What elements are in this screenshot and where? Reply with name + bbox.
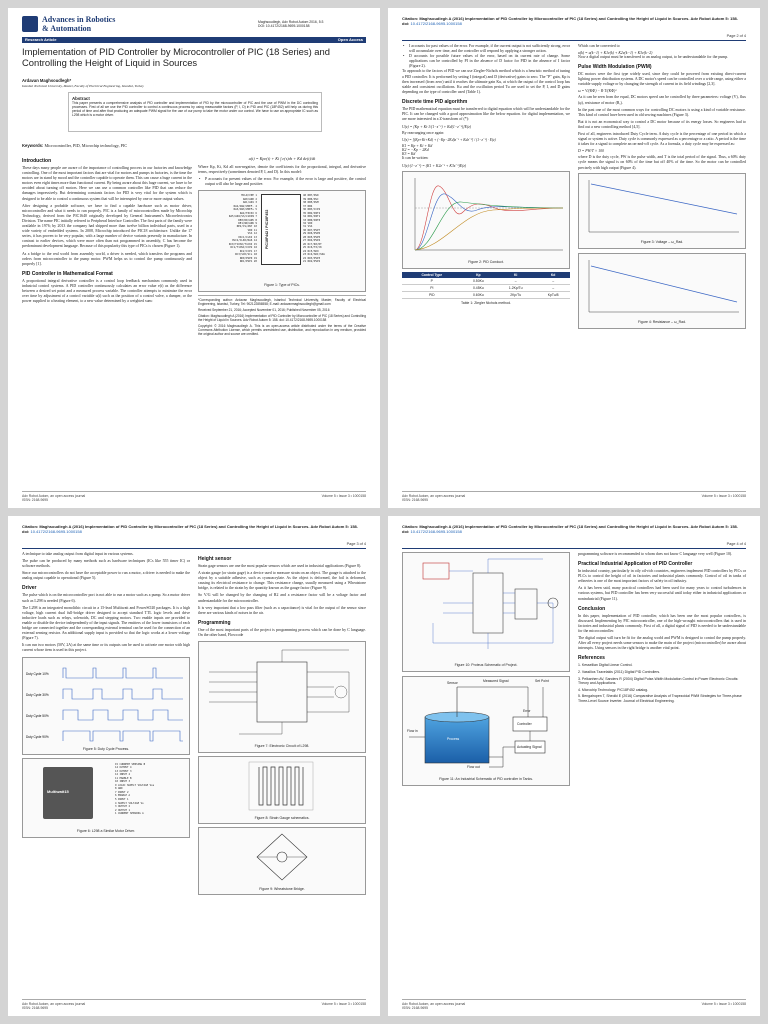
pid-para-1: A proportional integral derivative controller is a control loop feedback mechanism commonly used in industrial control systems. A PID controller continuously calculates an error value e(t) as the difference between a desired set point and a measured process variable. The controller attempts to minimize the error over time by adjustment of a control variable u(t) such as the position of a control valve, a damper, or the power supplied to a heating element, to a new value determined by a weighted sum: — [22, 278, 192, 304]
article-type-bar — [22, 37, 366, 43]
chip-pin-label: 24 RC5/SDO — [303, 249, 319, 253]
abstract-box — [68, 92, 322, 132]
figure-4-resistance-plot — [578, 253, 746, 329]
chip-pin-label: 36 RB3/CCP2 — [303, 208, 321, 212]
p3-rule — [22, 548, 366, 549]
chip-pin-label: 39 RB6/PGC — [303, 197, 319, 201]
page-4 — [388, 516, 760, 1016]
figure-6-caption: Figure 6: L298 a Similar Motor Driver. — [76, 828, 136, 833]
table-row — [402, 292, 570, 299]
intro-para-3: As a bridge to the real world from assembly world, a driver is needed, which transfers the programs and orders from microcontroller to the pump motor. PWM helps us to control the pump continuously and properly [1]. — [22, 251, 192, 266]
chip-pin-label: 40 RB7/PGD — [303, 194, 319, 198]
p4-rule — [402, 548, 746, 549]
abstract-text: This paper presents a comprehensive analysis of PID controller and implementation of PID by the microcontroller of PIC and the use of PWM in the DC controlling processes. First of all we use the PID controller to control a continuous process by using measurable factors (P, I, D) in PID and PIC (18F452) will help us during this period of time and after that producing an adequate PWM signal for the use of our pump to take the motor under our control. We have to use an appropriate IC such as L298 which is a motor driver. — [72, 101, 318, 118]
conclusion-heading: Conclusion — [578, 605, 606, 612]
resistance-plot — [579, 254, 745, 318]
chip-pin-label: RE0/RD/AN5 8 — [238, 218, 257, 222]
table-1-caption: Table 1: Ziegler Nichols method. — [461, 301, 511, 306]
duty-cycle-wave — [63, 668, 183, 678]
received-dates: Received September 21, 2016; Accepted November 01, 2016; Published November 05, 2016 — [198, 308, 330, 313]
figure-6-l298 — [22, 758, 190, 838]
chip-pin-label: 26 RC7/RX/DT — [303, 242, 322, 246]
figure-9-caption: Figure 9: Wheatstone Bridge. — [259, 887, 305, 892]
p3-right-column — [198, 552, 366, 895]
footer-volume: Volume 5 • Issue 3 • 1000158 — [701, 1002, 746, 1006]
chip-pin-label: RA0/AN0 2 — [242, 197, 257, 201]
chip-pin-label: RA5/AN4/SS/LVDIN 7 — [228, 215, 257, 219]
tank-error-label: Error — [523, 709, 531, 713]
p3-left-column — [22, 552, 190, 838]
driver-para-2: The L298 is an integrated monolithic circuit in a 15-lead Multiwatt and PowerSO20 packages. It is a high voltage, high current dual full-bridge driver designed to accept standard TTL logic levels and drive inductive loads such as relays, solenoids, DC and stepping motors. Two enable inputs are provided to enable or disable the device independently of the input signals. The emitters of the lower transistors of each bridge are connected together and the corresponding external terminal can be used for the connection of an external sensing resistor. An additional supply input is provided so that the logic works at a lower voltage (Figure 7). — [22, 605, 190, 641]
figure-11-tank — [402, 676, 570, 786]
duty-cycle-label: Duty Cycle 10% — [26, 671, 49, 676]
l298-pin-label: 3 OUTPUT 2 — [115, 805, 131, 809]
p1-right-column — [198, 154, 366, 338]
chip-pin-label: OSC2/CLKO/RA6 14 — [232, 239, 257, 243]
p3-para-2: The pulse can be produced by many methods such as hardware techniques (ICs like 555 timer IC) or software methods. — [22, 559, 190, 569]
open-access-label: Open Access — [337, 37, 363, 42]
hs-para-4: It is very important that a low pass filter (such as a capacitance) is vital for the output of the sensor since there are various kinds of noises in the air. — [198, 605, 366, 615]
table-cell: 2Kp/Tu — [495, 292, 536, 299]
tank-process-label: Process — [447, 737, 460, 741]
journal-name: Advances in Robotics & Automation — [42, 15, 116, 33]
eq-k2: K2 = −Kp − 2Kd — [402, 148, 429, 153]
author: Ardavan Maghsoudlegh* — [22, 78, 72, 83]
l298-pin-label: 13 OUTPUT 3 — [115, 769, 132, 773]
reference-item: 5. Bengalropen T, Sheolki E (2016) Comparative Analysis of Trapezoidal PWM Strategies for Three-phase Three-Level Source Inverter. Journal of Electrical Engineering. — [578, 694, 742, 703]
table-cell: 0.45Ku — [462, 285, 496, 292]
chip-pin-label: MCLR/VPP 1 — [241, 194, 257, 198]
pwm-para-5: First of all, engineers introduced Duty Cycle term. A duty cycle is the percentage of one period in which a signal or system is active. Duty cycle is commonly expressed as a percentage or a ratio. A period is the time it takes for a signal to complete an on-and-off cycle. As a formula, a duty cycle may be expressed as: — [578, 132, 746, 147]
chip-pin-label: RD1/PSP1 20 — [239, 259, 257, 263]
tank-setpoint-label: Set Point — [535, 679, 549, 683]
chip-pin-label: 32 VDD — [303, 222, 313, 225]
discrete-para: The PID mathematical equation must be transferred to digital equation which will be understandable for the PIC. It can be changed with a good approximation like the below equation. for digital implementation, we are more interested in a Z-transform of (*): — [402, 106, 570, 122]
chip-pin-label: RE1/WR/AN6 9 — [238, 222, 257, 225]
driver-para-3: It can run two motors (50V, 2A) at the same time or its outputs can be used to activate one motor with high current whose item is used in this project. — [22, 643, 190, 653]
chip-label: PIC18F442 / PIC18F452 — [265, 210, 269, 250]
duty-cycle-wave — [63, 731, 183, 741]
chip-pin-label: 33 RB0/INT0 — [303, 218, 321, 222]
tank-controller-label: Controller — [517, 722, 532, 726]
chip-pin-label: 38 RB5/PGM — [303, 201, 319, 205]
table-header: Ki — [495, 272, 536, 278]
eq-u2: U(z) = [(Kp+Ki+Kd) + (−Kp−2Kd)z⁻¹ + Kdz⁻²] / (1−z⁻¹) · E(z) — [402, 138, 496, 143]
p4-left-column — [402, 552, 570, 786]
chip-pin-label: 25 RC6/TX/CK — [303, 246, 322, 250]
table-cell: 1.2Kp/Tu — [495, 285, 536, 292]
p2-rule — [402, 40, 746, 41]
table-row — [402, 285, 570, 292]
table-cell: – — [495, 278, 536, 285]
pid-equation: u(t) = Kpe(t) + Ki ∫ e(τ)dτ + Kd de(t)/dt — [248, 156, 316, 161]
table-header: Kp — [462, 272, 496, 278]
programming-heading: Programming — [198, 619, 231, 626]
p4-right-column — [578, 552, 746, 705]
l298-pin-label: 10 INPUT 3 — [115, 780, 131, 784]
strain-gauge-drawing — [199, 757, 365, 815]
footer-volume: Volume 5 • Issue 3 • 1000158 — [701, 494, 746, 498]
table-header: Control Type — [402, 272, 462, 278]
table-cell: PI — [402, 285, 462, 292]
chip-pin-label: 34 RB1/INT1 — [303, 215, 321, 219]
p2-citation-header — [402, 16, 746, 26]
figure-7-l298-circuit — [198, 641, 366, 753]
p3-citation-text: Citation: Maghsoudlegh A (2016) Implementation of PID Controller by Microcontroller of PIC (18 Series) and Controlling the Height of Liquid in Sources. Adv Robot Autom 5: 158. doi: — [22, 524, 358, 534]
figure-4-caption: Figure 4: Resistance – ω_Rad. — [637, 319, 687, 324]
p2-citation-text: Citation: Maghsoudlegh A (2016) Implementation of PID Controller by Microcontroller of PIC (18 Series) and Controlling the Height of Liquid in Sources. Adv Robot Autom 5: 158. doi: — [402, 16, 738, 26]
l298-pin-label: 9 LOGIC SUPPLY VOLTAGE Vss — [115, 783, 155, 787]
convert-text: Which can be converted to — [578, 44, 620, 48]
footer-journal: Adv Robot Autom, an open access journal ISSN: 2168-9695 — [22, 494, 86, 502]
chip-pin-label: RC1/T1OSI/CCP2 16 — [230, 246, 257, 250]
figure-10-proteus — [402, 552, 570, 672]
practical-para-1: In industrial country, particularly in oily oil-rich countries, engineers implement PID controllers by PICs or PLCs to control the height of oil in factories and industrial plants commonly. Control of oil in tanks of refineries is one of the most important factors of safety in oil industry. — [578, 569, 746, 584]
driver-para-1: The pulse which is on the microcontroller port is not able to run a motor such as a pump. So a motor driver such as L298 is needed (Figure 6). — [22, 593, 190, 603]
figure-3-caption: Figure 3: Voltage – ω_Rad. — [640, 239, 684, 244]
p4-footer — [402, 999, 746, 1010]
convert-text-2: Now a digital output must be transferred to an analog output, to be understandable for the pump. — [578, 55, 729, 60]
p4-page-number: Page 4 of 4 — [726, 542, 746, 546]
figure-10-caption: Figure 10: Proteus Schematic of Project. — [454, 663, 518, 667]
intro-para-2: After designing a probable software, we have to find a capable hardware such as motor driver, microcontroller and what it needs to run properly. PIC is a family of microcontrollers made by Microchip Technology, derived from the PIC1640 originally developed by General Instrument's Microelectronics Division. The name PIC initially referred to Peripheral Interface Controller. The first parts of the family were available in 1976; by 2013 the company had shipped more than twelve billion individual parts, used in a wide variety of embedded systems. In 2008, Microchip introduced the PIC18 architecture. Unlike the 17 series, it has proven to be very popular, with a large number of device variants presently in manufacture. In contrast to earlier devices, which were more often than not programmed in assembly, C has become the predominant development language. Because of this popularity this type of PICs is chosen (Figure 1). — [22, 203, 192, 249]
footer-volume: Volume 5 • Issue 3 • 1000158 — [321, 494, 366, 498]
keywords — [22, 143, 127, 148]
chip-pin-label: RA4/T0CKI 6 — [239, 211, 257, 215]
chip-pin-label: RC2/CCP1 17 — [239, 249, 257, 253]
written-text: It can be written: — [402, 156, 429, 161]
pwm-para-6: where D is the duty cycle, PW is the pulse width, and T is the total period of the signal. Thus, a 60% duty cycle means the signal is on 60% of the time but off 40% of the time. So the motor can be controlled precisely with high output (Figure 4). — [578, 155, 746, 170]
convert-equation: u(k) = u(k−1) + K1e(k) + K2e(k−1) + K3e(k−2) — [578, 51, 653, 56]
l298-pin-label: 12 INPUT 4 — [115, 773, 131, 777]
l298-pin-label: 7 INPUT 2 — [115, 790, 129, 794]
l298-pin-label: 5 INPUT 1 — [115, 797, 129, 801]
p4-doi-link[interactable]: 10.4172/2168-9695.1000158 — [410, 529, 462, 534]
article-title: Implementation of PID Controller by Microcontroller of PIC (18 Series) and Controlling the Height of Liquid in Sources — [22, 46, 330, 68]
bullet-d: • D accounts for possible future values of the error, based on its current rate of change. Some applications can be controlled by PI in the absence of D factor for PID in the absence of I factor (Figure 2). — [402, 54, 570, 69]
conclusion-para-1: In this paper, implementation of PID controller, which has been one the most popular controllers, is discussed. Implementing by PIC microcontroller, one of the high-wrought microcontrollers that is used in factories and industrial plants commonly. First of all, a digital signal of PID is needed to be understandable for the microcontroller. — [578, 613, 746, 633]
figure-1-pic-pinout — [198, 190, 366, 292]
eq-k1: K1 = Kp + Ki + Kd — [402, 144, 433, 149]
duty-cycle-wave — [63, 710, 183, 720]
bullet-i: • I accounts for past values of the error. For example, if the current output is not sufficiently strong, error will accumulate over time, and the controller will respond by applying a stronger action. — [402, 44, 570, 54]
l298-circuit-diagram — [199, 642, 365, 742]
table-cell: P — [402, 278, 462, 285]
p2-page-number: Page 2 of 4 — [726, 34, 746, 38]
figure-2-pid-plot — [402, 171, 570, 269]
duty-cycle-label: Duty Cycle 90% — [26, 734, 49, 739]
table-cell: – — [536, 278, 570, 285]
figure-3-voltage-plot — [578, 173, 746, 249]
zn-table — [402, 272, 570, 299]
p3-para-3: Since our microcontrollers do not have the acceptable power to run a motor, a driver is needed to make the analog output capable to operational (Figure 5). — [22, 571, 190, 581]
intro-para-1: These days many people are aware of the importance of controlling process in our factories and knowledge controlling. One of the most important factors that are vital for motors and pumps in factories, is the time the motors are in stand by mood and the controller capable to operate them. This can cause a huge current in the motors even eight times more than functional current. By being aware about this huge current, we have to be avoided about turning off motors. Here we can use a common controller like PID that can reduce the damages impressively. But determining constants factors for PID is very vital for the system which is designed to be able to control a continuous system that will be interrupted by one or more output values. — [22, 166, 192, 201]
figure-11-caption: Figure 11: An Industrial Schematic of PID controller in Tanks. — [439, 777, 533, 781]
p4-citation-header — [402, 524, 746, 534]
l298-pin-label: 4 SUPPLY VOLTAGE Vs — [115, 801, 144, 805]
duty-cycle-label: Duty Cycle 30% — [26, 692, 49, 697]
footer-volume: Volume 5 • Issue 3 • 1000158 — [321, 1002, 366, 1006]
hs-para-2: A strain gauge (or strain gage) is a device used to measure strain on an object. The gauge is attached to the object by a suitable adhesive, such as cyanoacrylate. As the object is deformed, the foil is deformed, causing its electrical resistance to change. This resistance change, usually measured using a Wheatstone bridge, is related to the strain by the quantity known as the gauge factor (Figure 9). — [198, 571, 366, 591]
table-cell: KpTu/8 — [536, 292, 570, 299]
wheatstone-bridge-drawing — [199, 828, 365, 886]
figure-5-caption: Figure 5: Duty Cycle Process. — [82, 746, 130, 751]
chip-pin-label: 28 RD5/PSP5 — [303, 235, 321, 239]
reference-item: 2. Vassilios Tzavelakis (2011) Digital PID Controllers. — [578, 669, 661, 674]
driver-heading: Driver — [22, 585, 37, 592]
practical-heading: Practical Industrial Application of PID Controller — [578, 561, 693, 568]
footer-journal: Adv Robot Autom, an open access journal ISSN: 2168-9695 — [22, 1002, 86, 1010]
p3-citation-header — [22, 524, 366, 534]
p1-left-column — [22, 154, 192, 306]
citation-note: Citation: Maghsoudlegh A (2016) Implementation of PID Controller by Microcontroller of PIC (18 Series) and Controlling the Height of Liquid in Sources. Adv Robot Autom 5: 158. doi: 10.4172/2168-9695.1000158 — [198, 314, 366, 323]
chip-pin-label: RA1/AN1 3 — [242, 201, 257, 205]
p2-doi-link[interactable]: 10.4172/2168-9695.1000158 — [410, 21, 462, 26]
pwm-equation: ω = V/(KΦ) − R·T/(KΦ)² — [578, 89, 617, 94]
p4-para-1: programming software is recommended to whom does not know C language very well (Figure 10). — [578, 552, 733, 556]
l298-pin-list — [115, 763, 187, 816]
chip-pin-label: RE2/CS/AN7 10 — [236, 225, 257, 229]
l298-pin-label: 1 CURRENT SENSING A — [115, 812, 144, 816]
chip-pins-right — [303, 194, 361, 263]
chip-pin-label: 22 RD3/PSP3 — [303, 256, 321, 260]
page-2 — [388, 8, 760, 508]
figure-2-caption: Figure 2: PID Conduct. — [468, 260, 504, 265]
chip-pin-label: 23 RC4/SDI/SDA — [303, 253, 325, 257]
l298-pin-label: 11 ENABLE B — [115, 776, 132, 780]
chip-pin-label: 31 VSS — [303, 225, 313, 229]
tank-sensor-label: Sensor — [447, 681, 458, 685]
chip-pin-label: 29 RD6/PSP6 — [303, 232, 321, 236]
where-para: Where Kp, Ki, Kd all non-negative, denote the coefficients for the proportional, integral, and derivative terms, respectively (sometimes denoted P, I, and D). In this model: — [198, 165, 366, 175]
introduction-heading: Introduction — [22, 158, 52, 164]
height-sensor-heading: Height sensor — [198, 556, 232, 562]
pwm-para-3: In the past one of the most common ways for controlling DC motors is using a kind of variable resistance. This kind of control have been used in old sewing machines (Figure 3). — [578, 107, 746, 117]
p3-page-number: Page 3 of 4 — [346, 542, 366, 546]
tank-actuating-label: Actuating Signal — [517, 745, 542, 749]
pwm-para-4: But it is not an economical way to control a DC motor because of its energy losses. So engineers had to find out a new controlling method [4,5]. — [578, 119, 746, 129]
chip-pin-label: VDD 11 — [247, 228, 257, 232]
chip-pin-label: 37 RB4 — [303, 204, 313, 208]
pwm-heading: Pulse Width Modulation (PWM) — [578, 64, 652, 71]
table-cell: – — [536, 285, 570, 292]
l298-label: Multiwatt15 — [47, 788, 69, 794]
p1-footer — [22, 491, 366, 502]
duty-cycle-wave — [63, 689, 183, 699]
hs-para-1: Strain gage sensors are one the most popular sensors which are used in industrial applications (Figure 8). — [198, 564, 362, 568]
tank-flow-in-label: Flow in — [407, 729, 418, 733]
eq-u3: U(z)·(1−z⁻¹) = (K1 + K2z⁻¹ + K3z⁻²)E(z) — [402, 164, 467, 169]
zn-para: To approach to the factors of PID we can use Ziegler-Nichols method which is a heuristic method of tuning a PID controller. It is performed by setting I (integral) and D (derivative) gains to zero. The "P" gain, Kp is then increased (from zero) until it reaches the ultimate gain Ku, at which the output of the control loop has stable and consistent oscillations. Ku and the oscillation period Tu are used to set the P, I, and D gains depending on the type of controller used (Table 1). — [402, 69, 570, 94]
corresponding-author: *Corresponding author: Ardavan Maghsoudlegh, Istanbul Technical University, Master, Faculty of Electrical Engineering, Istanbul, Turkey, Tel: 902122856558; E-mail: ardavanmaghsoudlegh@gmail.com — [198, 298, 366, 307]
table-cell: 0.50Ku — [462, 278, 496, 285]
pwm-para-2: As it can be seen from the equal, DC motors speed can be controlled by three parameters: voltage (V), flux (φ), resistance of motor (Rₐ). — [578, 95, 746, 105]
figure-9-wheatstone — [198, 827, 366, 895]
voltage-plot — [579, 174, 745, 238]
duty-cycle-waves — [23, 658, 189, 746]
p2-right-column — [578, 44, 746, 329]
copyright-note: Copyright: © 2016 Maghsoudlegh A. This is an open-access article distributed under the terms of the Creative Commons Attribution License, which permits unrestricted use, distribution, and reproduction in any medium, provided the original author and source are credited. — [198, 324, 366, 337]
eq-k3: K3 = Kd — [402, 152, 416, 157]
references-heading: References — [578, 655, 605, 662]
pid-response-plot — [403, 172, 569, 258]
abstract-title: Abstract — [72, 96, 90, 101]
figure-8-caption: Figure 8: Strain Gauge schematics. — [254, 816, 310, 821]
chip-pin-label: RD0/PSP0 19 — [239, 256, 257, 260]
l298-pin-label: 8 GND — [115, 787, 123, 791]
p3-footer — [22, 999, 366, 1010]
duty-cycle-label: Duty Cycle 50% — [26, 713, 49, 718]
p3-doi-link[interactable]: 10.4172/2168-9695.1000158 — [30, 529, 82, 534]
header-meta: Maghsoudlegh, Adv Robot Autom 2016, 5:3 DOI: 10.4172/2168-9695.1000158 — [258, 20, 324, 29]
figure-7-caption: Figure 7: Electronic Circuit of L298. — [254, 744, 310, 749]
table-cell: 0.60Ku — [462, 292, 496, 299]
eq-u: U(z) = [Kp + Ki·1/(1−z⁻¹) + Kd(1−z⁻¹)]E(z) — [402, 125, 471, 130]
p3-para-1: A technique to take analog output from digital input in various systems. — [22, 552, 134, 556]
l298-pin-label: 14 OUTPUT 4 — [115, 766, 132, 770]
tank-flow-out-label: Flow out — [467, 765, 480, 769]
chip-pins-left — [201, 194, 257, 263]
chip-pin-label: VSS 12 — [247, 232, 257, 236]
chip-pin-label: RC3/SCK/SCL 18 — [235, 253, 257, 257]
journal-logo — [22, 16, 38, 32]
hs-para-3: So V/G will be changed by the changing of R2 and a resistance factor will be a voltage factor and understandable for the microcontroller. — [198, 593, 366, 603]
keywords-text: Microcontroller, PID, Microchip technology, PIC — [44, 143, 128, 148]
figure-1-caption: Figure 1: Type of PICs. — [264, 283, 300, 288]
reference-item: 1. Kessellian Digital Linear Control. — [578, 663, 633, 668]
rearrange-text: By rearranging once again: — [402, 131, 445, 136]
chip-pin-label: 30 RD7/PSP7 — [303, 228, 321, 232]
proteus-schematic — [403, 553, 569, 661]
discrete-heading: Discrete time PID algorithm — [402, 98, 468, 105]
p2-footer — [402, 491, 746, 502]
page-1 — [8, 8, 380, 508]
conclusion-para-2: The digital output will turn be fit for the analog world and PWM is designed to control the pump properly. After all every project needs some sensors to make the main of the project (microcontroller) be aware about interrupts. Using sensors in the right bridge is another vital point. — [578, 636, 746, 651]
reference-item: 4. Microchip Technology. PIC18F452 catalog. — [578, 687, 649, 692]
l298-pin-label: 15 CURRENT SENSING B — [115, 762, 146, 766]
pwm-para-1: DC motors were the first type widely used, since they could be powered from existing direct-current lighting power distribution systems. A DC motor's speed can be controlled over a wide range, using either a variable supply voltage or by changing the strength of current in its field windings [2,3]. — [578, 72, 746, 87]
figure-8-strain-gauge — [198, 756, 366, 824]
tank-measured-label: Measured Signal — [483, 679, 509, 683]
affiliation: Istanbul Technical University, Master, Faculty of Electrical Engineering, Istanbul, Turkey — [22, 84, 144, 88]
p2-left-column — [402, 44, 570, 305]
article-type: Research Article — [25, 37, 57, 42]
chip-pin-label: 21 RD2/PSP2 — [303, 259, 321, 263]
chip-pin-label: RA3/AN3/VREF+ 5 — [233, 208, 257, 212]
table-header: Kd — [536, 272, 570, 278]
prog-para-1: One of the most important parts of the project is programming process which can be done by C language. On the other hand, Flowcode — [198, 627, 366, 637]
chip-pin-label: RC0/T1OSO/T1CKI 15 — [228, 242, 257, 246]
keywords-label: Keywords: — [22, 143, 44, 148]
figure-5-duty-cycle — [22, 657, 190, 755]
tank-diagram — [403, 677, 569, 775]
table-cell: PID — [402, 292, 462, 299]
footer-journal: Adv Robot Autom, an open access journal ISSN: 2168-9695 — [402, 494, 466, 502]
duty-equation: D = PW/T × 100 — [578, 149, 604, 154]
chip-pin-label: 27 RD4/PSP4 — [303, 239, 321, 243]
chip-pin-label: 35 RB2/INT2 — [303, 211, 321, 215]
chip-pin-label: RA2/AN2/VREF- 4 — [233, 204, 257, 208]
footer-journal: Adv Robot Autom, an open access journal ISSN: 2168-9695 — [402, 1002, 466, 1010]
practical-para-2: As it has been said, many practical controllers had been used for many years to control turbulences in various systems, but PID controller has been very successful until today either in industrial applications or nonindustrial (Figure 11). — [578, 586, 746, 601]
bullet-p: • P accounts for present values of the error. For example, if the error is large and positive, the control output will also be large and positive. — [198, 177, 366, 187]
chip-pin-label: OSC1/CLKI 13 — [238, 235, 257, 239]
pid-heading: PID Controller in Mathematical Format — [22, 270, 113, 277]
p4-citation-text: Citation: Maghsoudlegh A (2016) Implementation of PID Controller by Microcontroller of PIC (18 Series) and Controlling the Height of Liquid in Sources. Adv Robot Autom 5: 158. doi: — [402, 524, 738, 534]
article-info — [198, 295, 366, 336]
l298-pin-label: 2 OUTPUT 1 — [115, 808, 131, 812]
page-3 — [8, 516, 380, 1016]
l298-pin-label: 6 ENABLE A — [115, 794, 131, 798]
reference-item: 3. Pelkanhen AV, Sanders R (2004) Digital Pulse-Width Modulation Control in Power Electronic Circuits: Theory and Applications. — [578, 676, 739, 686]
